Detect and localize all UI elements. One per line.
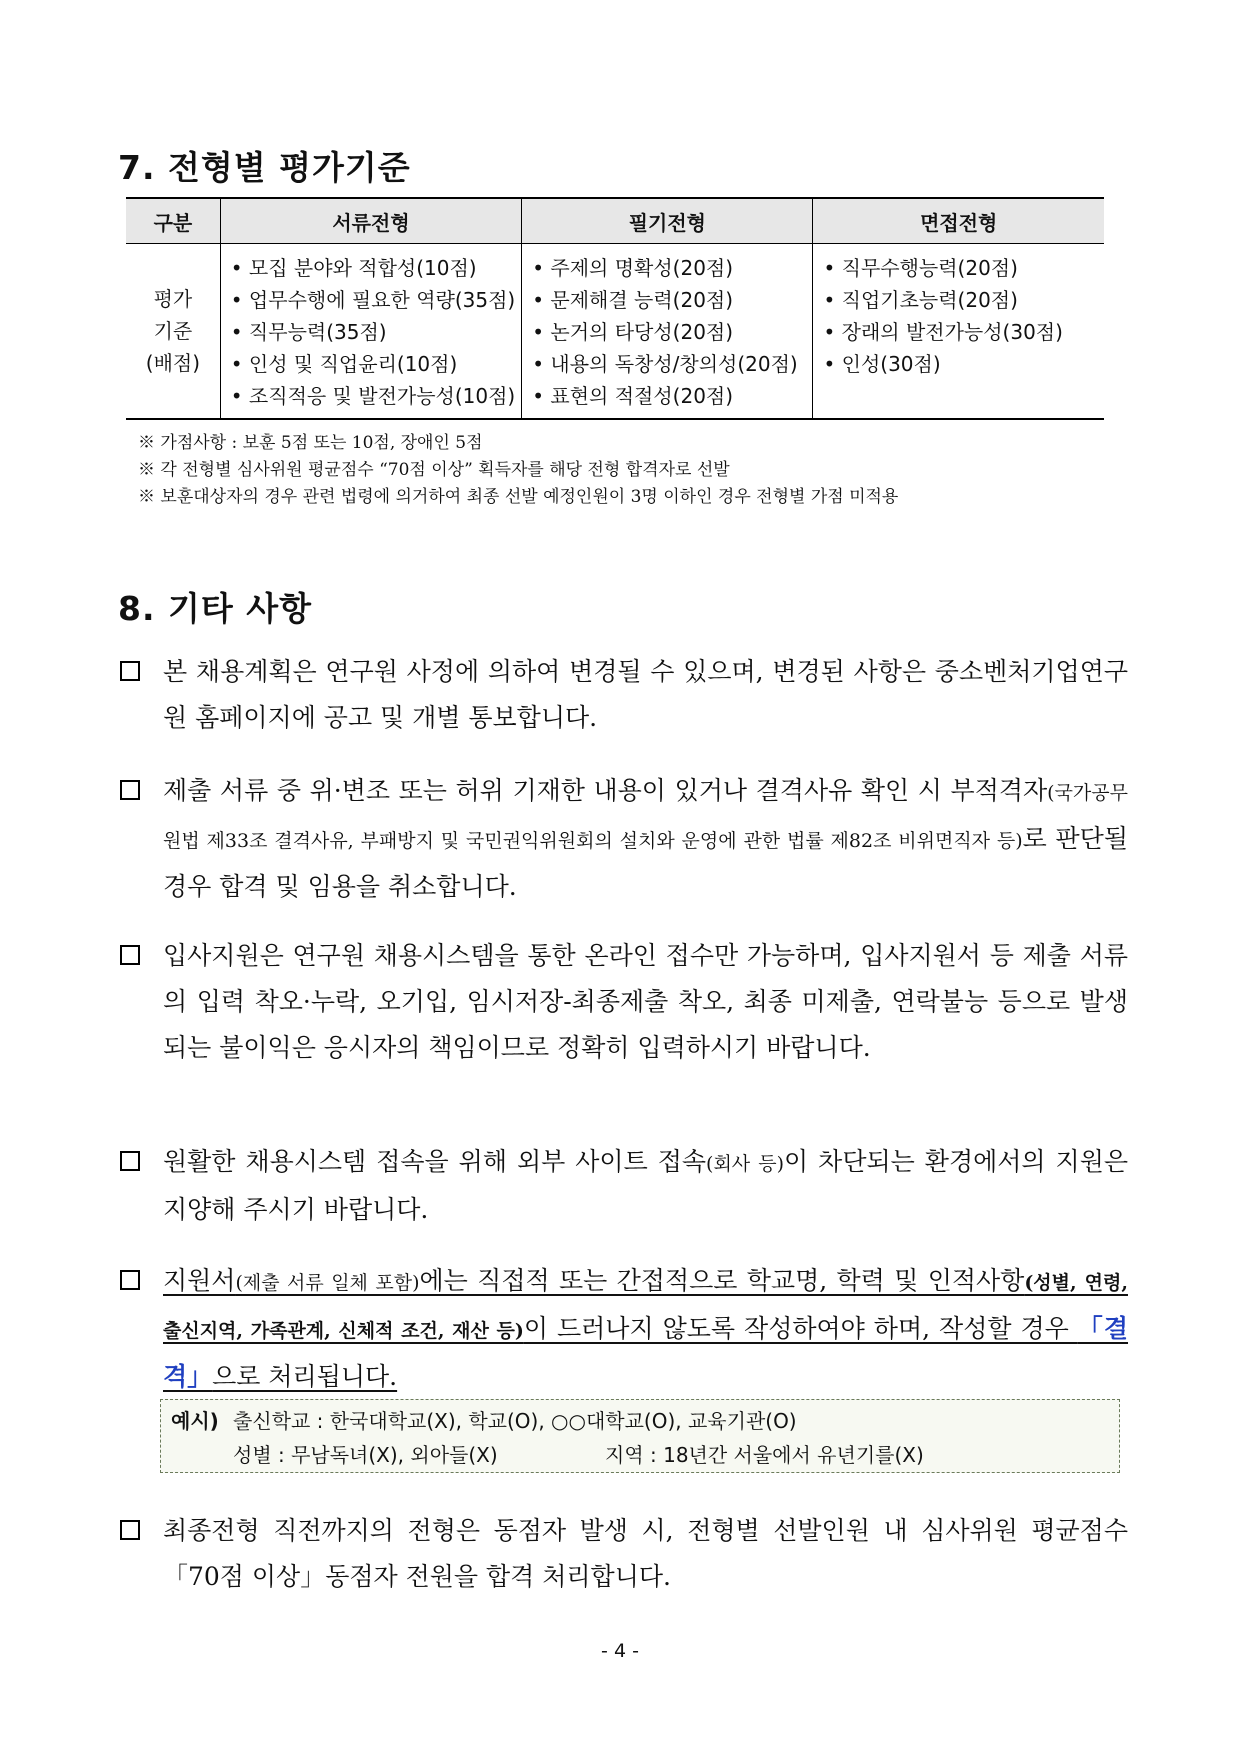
notice-item-2	[118, 768, 1128, 910]
notice-text-small: (국가공무원법 제33조 결격사유, 부패방지 및 국민권익위원회의 설치와 운영에 관한 법률 제82조 비위면직자 등)	[163, 782, 1128, 852]
checkbox-bullet-icon	[120, 661, 140, 681]
notice-text-bold: (성별, 연령, 출신지역, 가족관계, 신체적 조건, 재산 등)	[163, 1272, 1128, 1342]
example-row	[171, 1404, 1109, 1438]
list-item: • 장래의 발전가능성(30점)	[823, 320, 1063, 344]
page-number: - 4 -	[601, 1640, 639, 1662]
checkbox-bullet-icon	[120, 945, 140, 965]
notice-text: 최종전형 직전까지의 전형은 동점자 발생 시, 전형별 선발인원 내 심사위원 평균점수「70점 이상」동점자 전원을 합격 처리합니다.	[163, 1516, 1128, 1591]
notice-text	[163, 1139, 1128, 1233]
table-row	[126, 244, 1104, 420]
notice-item-1	[118, 649, 1128, 741]
list-item: • 인성 및 직업윤리(10점)	[230, 352, 458, 376]
notice-item-5	[118, 1258, 1128, 1400]
notice-text	[163, 1258, 1128, 1400]
evaluation-notes	[138, 430, 898, 511]
list-item: • 주제의 명확성(20점)	[532, 256, 734, 280]
notice-item-3	[118, 933, 1128, 1071]
notice-text-part: 으로 처리됩니다.	[212, 1362, 398, 1391]
evaluation-criteria-table	[126, 197, 1104, 420]
list-item: • 직무능력(35점)	[230, 320, 387, 344]
document-screening-cell	[220, 244, 521, 420]
list-item: • 문제해결 능력(20점)	[532, 288, 734, 312]
example-region: 지역 : 18년간 서울에서 유년기를(X)	[605, 1443, 924, 1467]
example-school: 출신학교 : 한국대학교(X), 학교(O), ○○대학교(O), 교육기관(O)	[233, 1409, 797, 1433]
checkbox-bullet-icon	[120, 1270, 140, 1290]
notice-item-6	[118, 1508, 1128, 1600]
section-7-title: 7. 전형별 평가기준	[118, 148, 411, 187]
note-bonus-points: ※ 가점사항 : 보훈 5점 또는 10점, 장애인 5점	[138, 433, 483, 453]
header-interview: 면접전형	[813, 198, 1104, 244]
row-label-line: 평가	[153, 287, 193, 311]
example-label: 예시)	[171, 1409, 219, 1433]
list-item: • 직업기초능력(20점)	[823, 288, 1018, 312]
notice-text-part: 지원서	[163, 1266, 236, 1295]
header-written-exam: 필기전형	[522, 198, 813, 244]
interview-cell	[813, 244, 1104, 420]
checkbox-bullet-icon	[120, 1520, 140, 1540]
list-item: • 모집 분야와 적합성(10점)	[230, 256, 477, 280]
notice-text-part: 에는 직접적 또는 간접적으로 학교명, 학력 및 인적사항	[419, 1266, 1025, 1295]
list-item: • 인성(30점)	[823, 352, 941, 376]
notice-text-part: 로 판단될 경우 합격 및 임용을 취소합니다.	[163, 824, 1128, 901]
row-label-line: 기준	[153, 319, 193, 343]
notice-text: 입사지원은 연구원 채용시스템을 통한 온라인 접수만 가능하며, 입사지원서 등 제출 서류의 입력 착오·누락, 오기입, 임시저장-최종제출 착오, 최종 미제출, 연락불능 등으로 발생되는 불이익은 응시자의 책임이므로 정확히 입력하시기 바랍니다.	[163, 941, 1128, 1062]
header-category: 구분	[126, 198, 220, 244]
notice-text-part: 원활한 채용시스템 접속을 위해 외부 사이트 접속	[163, 1147, 707, 1176]
checkbox-bullet-icon	[120, 780, 140, 800]
notice-text-part: 이 차단되는 환경에서의 지원은 지양해 주시기 바랍니다.	[163, 1147, 1128, 1224]
list-item: • 표현의 적절성(20점)	[532, 384, 734, 408]
list-item: • 업무수행에 필요한 역량(35점)	[230, 288, 516, 312]
note-veterans: ※ 보훈대상자의 경우 관련 법령에 의거하여 최종 선발 예정인원이 3명 이하인 경우 전형별 가점 미적용	[138, 487, 899, 507]
note-passing-score: ※ 각 전형별 심사위원 평균점수 “70점 이상” 획득자를 해당 전형 합격자로 선발	[138, 460, 730, 480]
list-item: • 논거의 타당성(20점)	[532, 320, 734, 344]
section-8-title: 8. 기타 사항	[118, 589, 312, 628]
example-gender: 성별 : 무남독녀(X), 외아들(X)	[233, 1443, 498, 1467]
row-label-criteria	[126, 244, 220, 420]
row-label-line: (배점)	[145, 351, 201, 375]
example-box	[160, 1399, 1120, 1473]
notice-text-small: (회사 등)	[706, 1153, 785, 1175]
notice-text-part: 이 드러나지 않도록 작성하여야 하며, 작성할 경우	[523, 1314, 1078, 1343]
notice-text-part: 제출 서류 중 위·변조 또는 허위 기재한 내용이 있거나 결격사유 확인 시 부적격자	[163, 776, 1048, 805]
notice-item-4	[118, 1139, 1128, 1233]
notice-text: 본 채용계획은 연구원 사정에 의하여 변경될 수 있으며, 변경된 사항은 중소벤처기업연구원 홈페이지에 공고 및 개별 통보합니다.	[163, 657, 1128, 732]
disqualified-highlight: 「결격」	[163, 1314, 1129, 1391]
notice-text	[163, 768, 1128, 910]
notice-text-small: (제출 서류 일체 포함)	[235, 1272, 420, 1294]
written-exam-cell	[522, 244, 813, 420]
list-item: • 조직적응 및 발전가능성(10점)	[230, 384, 516, 408]
list-item: • 내용의 독창성/창의성(20점)	[532, 352, 798, 376]
example-row	[171, 1438, 1109, 1472]
header-document-screening: 서류전형	[220, 198, 521, 244]
checkbox-bullet-icon	[120, 1151, 140, 1171]
list-item: • 직무수행능력(20점)	[823, 256, 1018, 280]
table-header-row	[126, 198, 1104, 244]
